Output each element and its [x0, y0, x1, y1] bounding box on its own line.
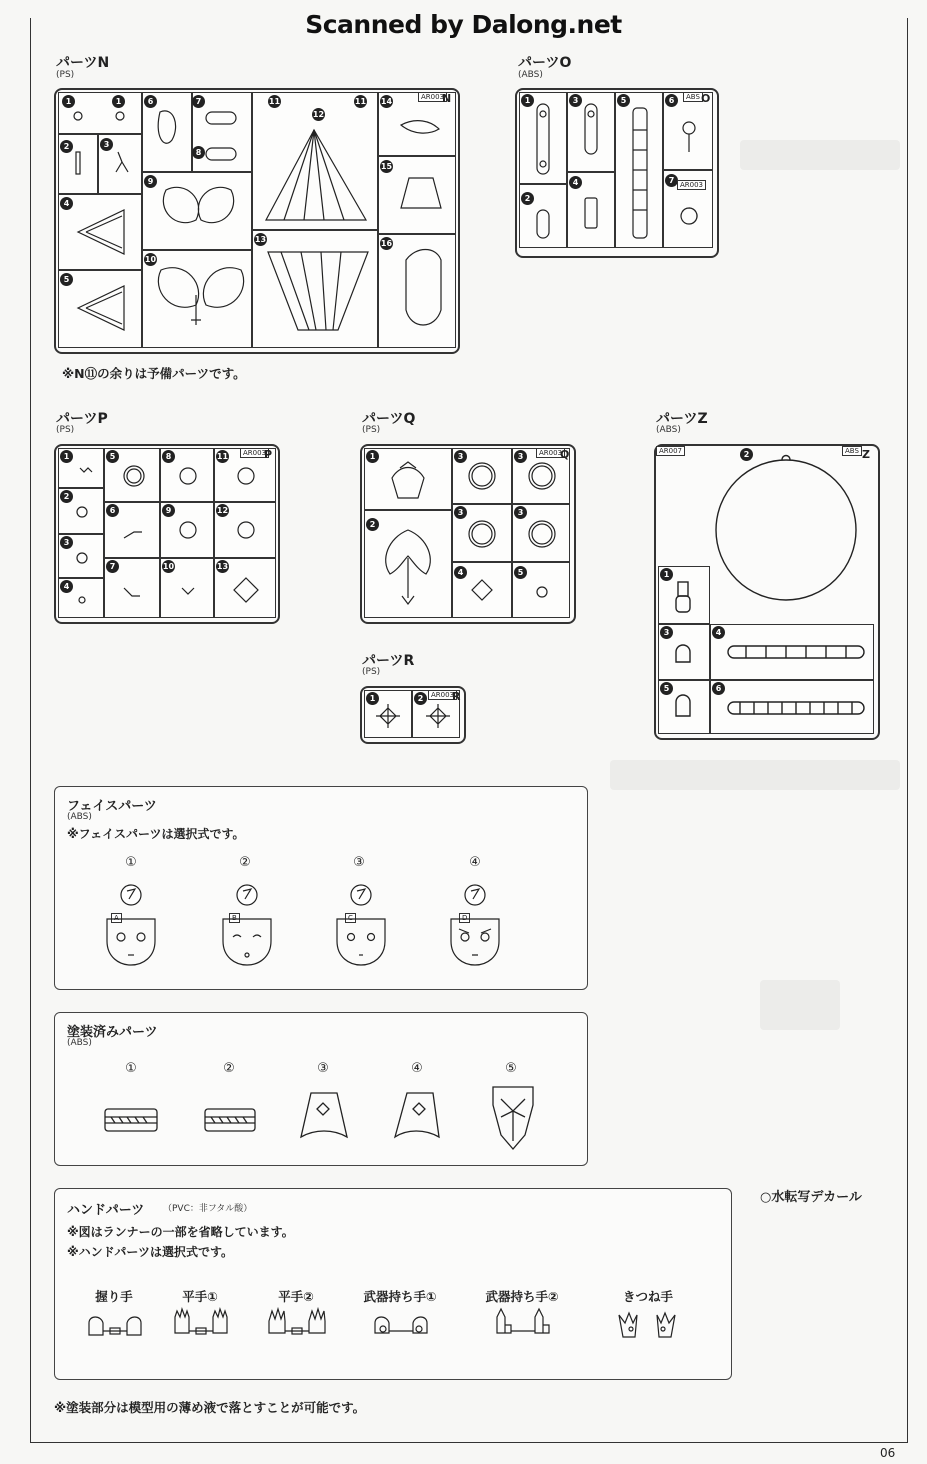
parts-q-title: パーツQ: [362, 411, 416, 427]
part-number: 15: [380, 162, 393, 171]
part-number: 2: [740, 448, 753, 461]
parts-n-drawings: [56, 90, 458, 352]
runner-code: AR003: [428, 690, 457, 700]
part-number: 2: [414, 692, 427, 705]
page-number: 06: [880, 1446, 896, 1460]
hand-label: 平手②: [278, 1289, 314, 1304]
hand-label: きつね手: [622, 1289, 673, 1304]
runner-p: [54, 444, 280, 624]
abs-tag: ABS: [683, 92, 703, 102]
part-number: 1: [60, 450, 73, 463]
parts-n-title: パーツN: [56, 55, 110, 71]
hand-parts-box: [54, 1188, 732, 1380]
part-number: 10: [144, 255, 157, 264]
part-number: 3: [454, 506, 467, 519]
runner-o: [515, 88, 719, 258]
runner-letter: R: [452, 690, 461, 703]
runner-code: AR007: [656, 446, 685, 456]
face-option-number: ②: [239, 855, 251, 870]
part-number: 1: [366, 450, 379, 463]
face-note: ※フェイスパーツは選択式です。: [67, 827, 245, 841]
painted-title: 塗装済みパーツ: [67, 1025, 158, 1040]
part-number: 12: [312, 110, 325, 119]
painted-option-number: ③: [317, 1061, 329, 1076]
parts-o-title: パーツO: [518, 55, 572, 71]
runner-letter: O: [701, 92, 711, 105]
parts-r-title: パーツR: [362, 653, 415, 669]
part-number: 11: [216, 452, 229, 461]
painted-drawings: [55, 1013, 587, 1165]
part-number: 1: [521, 94, 534, 107]
painted-option-number: ⑤: [505, 1061, 517, 1076]
parts-r-material: (PS): [362, 667, 381, 677]
part-number: 5: [617, 94, 630, 107]
face-tag: A: [111, 913, 122, 923]
part-number: 12: [216, 506, 229, 515]
part-number: 10: [162, 562, 175, 571]
part-number: 6: [665, 94, 678, 107]
painted-material: (ABS): [67, 1038, 92, 1048]
part-number: 2: [521, 192, 534, 205]
runner-n: [54, 88, 460, 354]
part-number: 5: [514, 566, 527, 579]
part-number: 3: [569, 94, 582, 107]
part-number: 16: [380, 239, 393, 248]
hand-label: 平手①: [182, 1289, 218, 1304]
part-number: 13: [254, 235, 267, 244]
n-spare-note: ※N⑪の余りは予備パーツです。: [62, 366, 246, 381]
part-number: 3: [514, 450, 527, 463]
painted-parts-box: [54, 1012, 588, 1166]
hands-title: ハンドパーツ: [67, 1203, 145, 1218]
decal-label: ○水転写デカール: [760, 1190, 862, 1205]
part-number: 3: [100, 138, 113, 151]
hands-note-2: ※ハンドパーツは選択式です。: [67, 1245, 233, 1259]
hand-label: 武器持ち手①: [363, 1289, 437, 1304]
show-through: [610, 760, 900, 790]
part-number: 5: [106, 450, 119, 463]
part-number: 2: [60, 140, 73, 153]
parts-p-drawings: [56, 446, 278, 622]
face-tag: C: [345, 913, 356, 923]
runner-q: [360, 444, 576, 624]
runner-letter: Q: [560, 448, 570, 461]
parts-z-drawings: [656, 446, 878, 738]
hands-note-1: ※図はランナーの一部を省略しています。: [67, 1225, 294, 1239]
runner-code: AR003: [240, 448, 269, 458]
parts-z-material: (ABS): [656, 425, 681, 435]
part-number: 6: [106, 504, 119, 517]
part-number: 1: [366, 692, 379, 705]
part-number: 2: [60, 490, 73, 503]
part-number: 7: [106, 560, 119, 573]
face-option-number: ③: [353, 855, 365, 870]
face-title: フェイスパーツ: [67, 799, 157, 814]
part-number: 3: [660, 626, 673, 639]
hand-label: 武器持ち手②: [485, 1289, 559, 1304]
face-drawings: [55, 787, 587, 989]
face-option-number: ④: [469, 855, 481, 870]
part-number: 9: [162, 504, 175, 517]
runner-letter: Z: [862, 448, 870, 461]
part-number: 5: [660, 682, 673, 695]
show-through: [760, 980, 840, 1030]
part-number: 1: [112, 95, 125, 108]
parts-z-title: パーツZ: [656, 411, 708, 427]
runner-code: AR003: [418, 92, 447, 102]
parts-o-material: (ABS): [518, 70, 543, 80]
part-number: 11: [268, 97, 281, 106]
part-number: 6: [712, 682, 725, 695]
part-number: 8: [162, 450, 175, 463]
face-tag: B: [229, 913, 240, 923]
part-number: 4: [569, 176, 582, 189]
parts-q-drawings: [362, 446, 574, 622]
runner-z: [654, 444, 880, 740]
face-material: (ABS): [67, 812, 92, 822]
part-number: 6: [144, 95, 157, 108]
runner-letter: P: [264, 448, 273, 461]
show-through: [740, 140, 900, 170]
painted-option-number: ①: [125, 1061, 137, 1076]
part-number: 13: [216, 562, 229, 571]
part-number: 3: [60, 536, 73, 549]
part-number: 5: [60, 273, 73, 286]
parts-r-drawings: [362, 688, 464, 742]
part-number: 7: [665, 174, 678, 187]
parts-n-material: (PS): [56, 70, 75, 80]
hand-label: 握り手: [95, 1289, 133, 1304]
abs-tag: ABS: [842, 446, 862, 456]
part-number: 4: [454, 566, 467, 579]
face-option-number: ①: [125, 855, 137, 870]
painted-option-number: ②: [223, 1061, 235, 1076]
hand-drawings: [55, 1189, 731, 1379]
runner-letter: N: [442, 92, 452, 105]
part-number: 9: [144, 175, 157, 188]
parts-o-drawings: [517, 90, 717, 256]
runner-r: [360, 686, 466, 744]
parts-q-material: (PS): [362, 425, 381, 435]
part-number: 4: [60, 580, 73, 593]
footer-note: ※塗装部分は模型用の薄め液で落とすことが可能です。: [54, 1400, 366, 1415]
part-number: 4: [60, 197, 73, 210]
scan-banner: Scanned by Dalong.net: [0, 10, 927, 39]
part-number: 3: [454, 450, 467, 463]
part-number: 4: [712, 626, 725, 639]
parts-p-material: (PS): [56, 425, 75, 435]
runner-code: AR003: [677, 180, 706, 190]
part-number: 1: [62, 95, 75, 108]
hands-material: （PVC：非フタル酸）: [163, 1204, 253, 1214]
part-number: 2: [366, 518, 379, 531]
face-tag: D: [459, 913, 470, 923]
runner-code: AR003: [536, 448, 565, 458]
painted-option-number: ④: [411, 1061, 423, 1076]
part-number: 1: [660, 568, 673, 581]
part-number: 7: [192, 95, 205, 108]
face-parts-box: [54, 786, 588, 990]
part-number: 11: [354, 97, 367, 106]
part-number: 14: [380, 97, 393, 106]
part-number: 3: [514, 506, 527, 519]
parts-p-title: パーツP: [56, 411, 108, 427]
part-number: 8: [192, 146, 205, 159]
